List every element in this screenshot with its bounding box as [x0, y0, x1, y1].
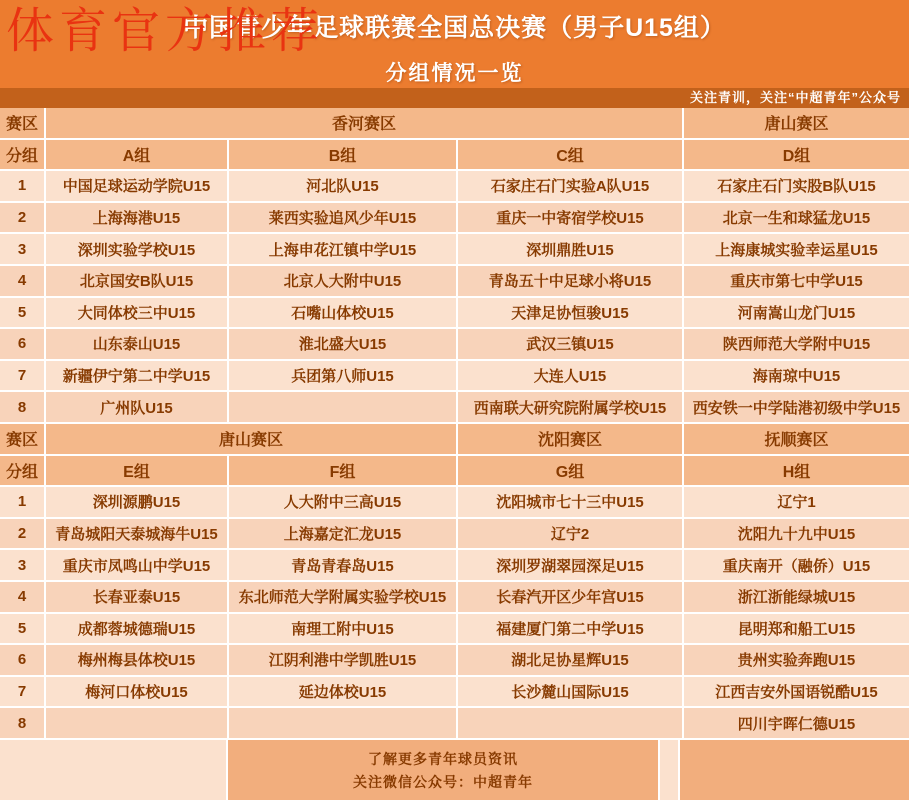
team-cell: 新疆伊宁第二中学U15 — [46, 361, 227, 391]
group-cell: B组 — [229, 140, 456, 170]
row-number: 1 — [0, 487, 44, 517]
team-cell: 山东泰山U15 — [46, 329, 227, 359]
watermark-text: 体育官方推荐 — [6, 3, 325, 59]
region-cell: 抚顺赛区 — [684, 424, 909, 454]
team-cell: 兵团第八师U15 — [229, 361, 456, 391]
team-cell: 辽宁1 — [684, 487, 909, 517]
group-cell: H组 — [684, 456, 909, 486]
team-cell-empty — [229, 392, 456, 422]
team-cell: 梅州梅县体校U15 — [46, 645, 227, 675]
groups-table — [0, 108, 909, 738]
row-number: 7 — [0, 677, 44, 707]
team-cell: 长春亚泰U15 — [46, 582, 227, 612]
row-number: 3 — [0, 234, 44, 264]
page-title: 中国青少年足球联赛全国总决赛（男子U15组） — [183, 14, 726, 42]
row-number: 5 — [0, 298, 44, 328]
team-cell: 武汉三镇U15 — [458, 329, 682, 359]
team-cell: 上海申花江镇中学U15 — [229, 234, 456, 264]
team-cell: 四川宇晖仁德U15 — [684, 708, 909, 738]
group-cell: F组 — [229, 456, 456, 486]
team-cell: 延边体校U15 — [229, 677, 456, 707]
team-cell: 北京一生和球猛龙U15 — [684, 203, 909, 233]
region-row-label: 赛区 — [0, 108, 44, 138]
row-number: 6 — [0, 329, 44, 359]
team-cell: 大同体校三中U15 — [46, 298, 227, 328]
team-cell: 深圳罗湖翠园深足U15 — [458, 550, 682, 580]
team-cell: 深圳实验学校U15 — [46, 234, 227, 264]
notice-bar: 关注青训，关注“中超青年”公众号 — [0, 88, 909, 108]
team-cell: 人大附中三高U15 — [229, 487, 456, 517]
team-cell: 长春汽开区少年宫U15 — [458, 582, 682, 612]
team-cell: 北京人大附中U15 — [229, 266, 456, 296]
region-cell: 沈阳赛区 — [458, 424, 682, 454]
row-number: 8 — [0, 708, 44, 738]
team-cell: 沈阳九十九中U15 — [684, 519, 909, 549]
footer-cell-notch — [660, 740, 678, 800]
row-number: 4 — [0, 266, 44, 296]
row-number: 2 — [0, 203, 44, 233]
header-banner — [0, 0, 909, 88]
region-row-label: 赛区 — [0, 424, 44, 454]
team-cell: 重庆南开（融侨）U15 — [684, 550, 909, 580]
group-cell: G组 — [458, 456, 682, 486]
team-cell: 贵州实验奔跑U15 — [684, 645, 909, 675]
team-cell: 成都蓉城德瑞U15 — [46, 614, 227, 644]
team-cell: 浙江浙能绿城U15 — [684, 582, 909, 612]
team-cell: 陕西师范大学附中U15 — [684, 329, 909, 359]
team-cell: 上海海港U15 — [46, 203, 227, 233]
row-number: 4 — [0, 582, 44, 612]
group-cell: A组 — [46, 140, 227, 170]
team-cell: 重庆市第七中学U15 — [684, 266, 909, 296]
region-cell: 唐山赛区 — [684, 108, 909, 138]
team-cell: 淮北盛大U15 — [229, 329, 456, 359]
group-row-label: 分组 — [0, 456, 44, 486]
team-cell: 上海康城实验幸运星U15 — [684, 234, 909, 264]
team-cell: 石家庄石门实验A队U15 — [458, 171, 682, 201]
team-cell: 青岛五十中足球小将U15 — [458, 266, 682, 296]
team-cell: 南理工附中U15 — [229, 614, 456, 644]
page-subtitle: 分组情况一览 — [385, 62, 524, 85]
row-number: 2 — [0, 519, 44, 549]
team-cell-empty — [458, 708, 682, 738]
row-number: 8 — [0, 392, 44, 422]
footer-line-1: 了解更多青年球员资讯 — [368, 750, 518, 767]
team-cell: 梅河口体校U15 — [46, 677, 227, 707]
row-number: 7 — [0, 361, 44, 391]
footer-bar — [0, 738, 909, 800]
group-cell: E组 — [46, 456, 227, 486]
team-cell: 西安铁一中学陆港初级中学U15 — [684, 392, 909, 422]
row-number: 3 — [0, 550, 44, 580]
team-cell: 天津足协恒骏U15 — [458, 298, 682, 328]
team-cell: 深圳鼎胜U15 — [458, 234, 682, 264]
team-cell: 重庆市凤鸣山中学U15 — [46, 550, 227, 580]
team-cell: 青岛城阳天泰城海牛U15 — [46, 519, 227, 549]
footer-line-2: 关注微信公众号：中超青年 — [353, 773, 533, 790]
team-cell: 福建厦门第二中学U15 — [458, 614, 682, 644]
team-cell: 大连人U15 — [458, 361, 682, 391]
team-cell: 沈阳城市七十三中U15 — [458, 487, 682, 517]
team-cell: 河南嵩山龙门U15 — [684, 298, 909, 328]
team-cell: 湖北足协星辉U15 — [458, 645, 682, 675]
region-cell: 唐山赛区 — [46, 424, 456, 454]
team-cell: 上海嘉定汇龙U15 — [229, 519, 456, 549]
team-cell: 辽宁2 — [458, 519, 682, 549]
team-cell: 北京国安B队U15 — [46, 266, 227, 296]
team-cell: 西南联大研究院附属学校U15 — [458, 392, 682, 422]
team-cell: 石家庄石门实股B队U15 — [684, 171, 909, 201]
team-cell: 青岛青春岛U15 — [229, 550, 456, 580]
team-cell: 河北队U15 — [229, 171, 456, 201]
team-cell: 长沙麓山国际U15 — [458, 677, 682, 707]
region-cell: 香河赛区 — [46, 108, 682, 138]
team-cell-empty — [229, 708, 456, 738]
team-cell: 石嘴山体校U15 — [229, 298, 456, 328]
group-row-label: 分组 — [0, 140, 44, 170]
row-number: 1 — [0, 171, 44, 201]
team-cell: 中国足球运动学院U15 — [46, 171, 227, 201]
team-cell: 江西吉安外国语锐酷U15 — [684, 677, 909, 707]
team-cell: 江阴利港中学凯胜U15 — [229, 645, 456, 675]
footer-cell-left — [0, 740, 226, 800]
team-cell: 东北师范大学附属实验学校U15 — [229, 582, 456, 612]
team-cell: 海南琼中U15 — [684, 361, 909, 391]
team-cell: 莱西实验追风少年U15 — [229, 203, 456, 233]
group-cell: D组 — [684, 140, 909, 170]
footer-message — [228, 740, 658, 800]
team-cell: 重庆一中寄宿学校U15 — [458, 203, 682, 233]
team-cell-empty — [46, 708, 227, 738]
footer-cell-right — [680, 740, 909, 800]
team-cell: 广州队U15 — [46, 392, 227, 422]
team-cell: 昆明郑和船工U15 — [684, 614, 909, 644]
row-number: 6 — [0, 645, 44, 675]
row-number: 5 — [0, 614, 44, 644]
team-cell: 深圳源鹏U15 — [46, 487, 227, 517]
group-cell: C组 — [458, 140, 682, 170]
